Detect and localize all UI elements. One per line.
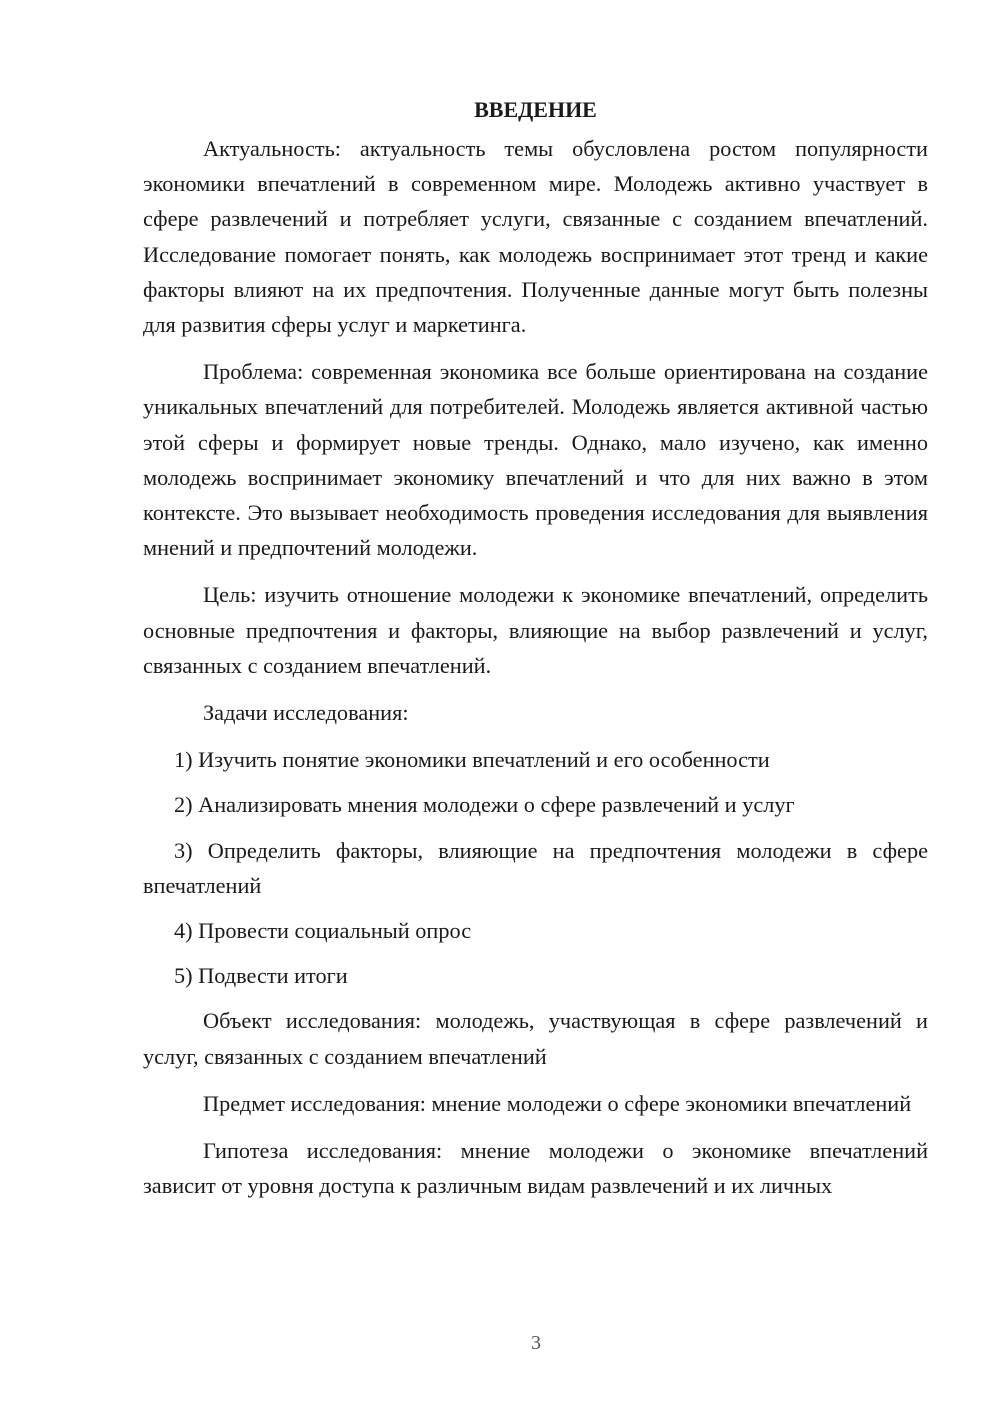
- document-page: [143, 92, 928, 1215]
- task-item-4: 4) Провести социальный опрос: [174, 918, 472, 944]
- task-item-1: 1) Изучить понятие экономики впечатлений и его особенности: [174, 747, 770, 773]
- object-paragraph: Объект исследования: молодежь, участвующая в сфере развлечений и услуг, связанных с созданием впечатлений: [143, 1008, 928, 1069]
- problem-paragraph: Проблема: современная экономика все больше ориентирована на создание уникальных впечатлений для потребителей. Молодежь является активной частью этой сферы и формирует новые тренды. Однако, мало изучено, как именно молодежь воспринимает экономику впечатлений и что для них важно в этом контексте. Это вызывает необходимость проведения исследования для выявления мнений и предпочтений молодежи.: [143, 359, 928, 561]
- hypothesis-paragraph: Гипотеза исследования: мнение молодежи о экономике впечатлений зависит от уровня доступа к различным видам развлечений и их личных: [143, 1138, 928, 1199]
- page-number: 3: [531, 1332, 541, 1354]
- section-title: ВВЕДЕНИЕ: [474, 97, 597, 122]
- goal-paragraph: Цель: изучить отношение молодежи к экономике впечатлений, определить основные предпочтения и факторы, влияющие на выбор развлечений и услуг, связанных с созданием впечатлений.: [143, 582, 928, 678]
- task-item-3: 3) Определить факторы, влияющие на предпочтения молодежи в сфере впечатлений: [143, 837, 928, 898]
- relevance-paragraph: Актуальность: актуальность темы обусловлена ростом популярности экономики впечатлений в современном мире. Молодежь активно участвует в сфере развлечений и потребляет услуги, связанные с созданием впечатлений. Исследование помогает понять, как молодежь воспринимает этот тренд и какие факторы влияют на их предпочтения. Полученные данные могут быть полезны для развития сферы услуг и маркетинга.: [143, 136, 928, 338]
- task-item-5: 5) Подвести итоги: [174, 963, 348, 989]
- task-item-2: 2) Анализировать мнения молодежи о сфере развлечений и услуг: [174, 792, 795, 818]
- tasks-heading: Задачи исследования:: [203, 700, 409, 726]
- subject-paragraph: Предмет исследования: мнение молодежи о сфере экономики впечатлений: [203, 1090, 912, 1116]
